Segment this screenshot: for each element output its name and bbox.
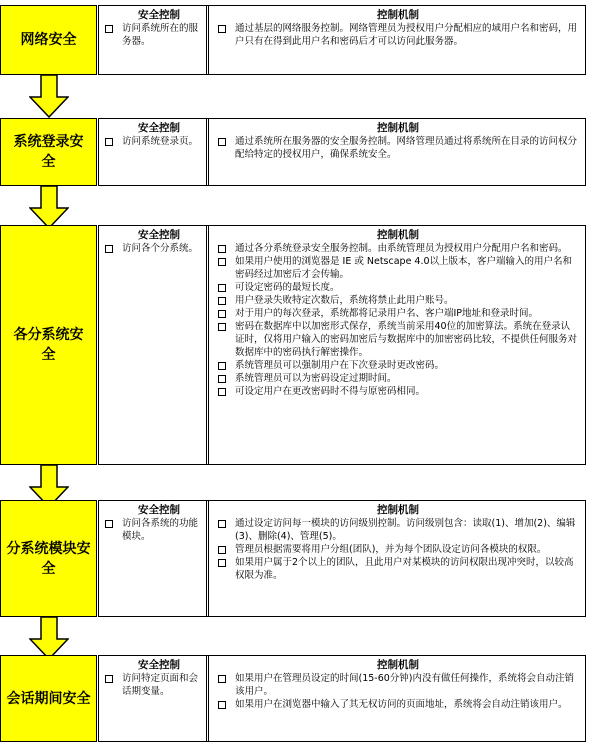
section-title-text: 各分系统安全 xyxy=(13,327,84,363)
section-panel xyxy=(98,225,586,465)
left-item: 访问系统登录页。 xyxy=(104,135,204,148)
down-arrow-icon xyxy=(29,617,69,660)
right-item: 如果用户在管理员设定的时间(15-60分钟)内没有做任何操作，系统将会自动注销该用户。 xyxy=(217,672,579,698)
right-cell xyxy=(217,501,579,582)
right-item: 系统管理员可以强制用户在下次登录时更改密码。 xyxy=(217,359,579,372)
left-cell xyxy=(104,656,204,698)
right-header: 控制机制 xyxy=(377,504,419,516)
right-header: 控制机制 xyxy=(377,122,419,134)
right-item: 管理员根据需要将用户分组(团队)，并为每个团队设定访问各模块的权限。 xyxy=(217,543,579,556)
left-header: 安全控制 xyxy=(138,659,180,671)
section-title xyxy=(0,225,97,465)
right-item: 如果用户使用的浏览器是 IE 或 Netscape 4.0以上版本，客户端输入的用户名和密码经过加密后才会传输。 xyxy=(217,255,579,281)
section-title-text: 系统登录安全 xyxy=(13,134,84,170)
section-panel xyxy=(98,5,586,75)
right-item: 通过系统所在服务器的安全服务控制。网络管理员通过将系统所在目录的访问权分配给特定的授权用户，确保系统安全。 xyxy=(217,135,579,161)
right-cell xyxy=(217,6,579,48)
section-panel xyxy=(98,655,586,742)
right-item: 密码在数据库中以加密形式保存，系统当前采用40位的加密算法。系统在登录认证时，仅将用户输入的密码加密后与数据库中的加密密码比较，不提供任何服务对数据库中的密码执行解密操作。 xyxy=(217,320,579,359)
section-title-text: 网络安全 xyxy=(20,32,77,48)
right-cell xyxy=(217,656,579,711)
right-item: 可设定密码的最短长度。 xyxy=(217,281,579,294)
right-cell xyxy=(217,119,579,161)
left-item: 访问各个分系统。 xyxy=(104,242,204,255)
section-panel xyxy=(98,118,586,186)
section-title xyxy=(0,118,97,186)
right-item: 如果用户属于2个以上的团队，且此用户对某模块的访问权限出现冲突时，以较高权限为准。 xyxy=(217,556,579,582)
section-title xyxy=(0,500,97,617)
left-header: 安全控制 xyxy=(138,229,180,241)
left-cell xyxy=(104,119,204,148)
right-header: 控制机制 xyxy=(377,9,419,21)
right-item: 可设定用户在更改密码时不得与原密码相同。 xyxy=(217,385,579,398)
right-item: 对于用户的每次登录，系统都将记录用户名、客户端IP地址和登录时间。 xyxy=(217,307,579,320)
right-item: 通过各分系统登录安全服务控制。由系统管理员为授权用户分配用户名和密码。 xyxy=(217,242,579,255)
left-cell xyxy=(104,501,204,543)
left-item: 访问特定页面和会话期变量。 xyxy=(104,672,204,698)
section-title-text: 会话期间安全 xyxy=(6,690,91,707)
left-cell xyxy=(104,6,204,48)
left-item: 访问各系统的功能模块。 xyxy=(104,517,204,543)
right-header: 控制机制 xyxy=(377,659,419,671)
left-header: 安全控制 xyxy=(138,9,180,21)
section-title xyxy=(0,655,97,742)
section-title xyxy=(0,5,97,75)
right-item: 通过设定访问每一模块的访问级别控制。访问级别包含：读取(1)、增加(2)、编辑(3)、删除(4)、管理(5)。 xyxy=(217,517,579,543)
right-item: 用户登录失败特定次数后，系统将禁止此用户账号。 xyxy=(217,294,579,307)
left-header: 安全控制 xyxy=(138,122,180,134)
right-item: 系统管理员可以为密码设定过期时间。 xyxy=(217,372,579,385)
down-arrow-icon xyxy=(29,186,69,229)
right-header: 控制机制 xyxy=(377,229,419,241)
section-title-text: 分系统模块安全 xyxy=(6,540,91,577)
right-item: 通过基层的网络服务控制。网络管理员为授权用户分配相应的域用户名和密码，用户只有在得到此用户名和密码后才可以访问此服务器。 xyxy=(217,22,579,48)
left-cell xyxy=(104,226,204,255)
left-header: 安全控制 xyxy=(138,504,180,516)
right-cell xyxy=(217,226,579,398)
right-item: 如果用户在浏览器中输入了其无权访问的页面地址，系统将会自动注销该用户。 xyxy=(217,698,579,711)
left-item: 访问系统所在的服务器。 xyxy=(104,22,204,48)
down-arrow-icon xyxy=(29,75,69,118)
section-panel xyxy=(98,500,586,617)
